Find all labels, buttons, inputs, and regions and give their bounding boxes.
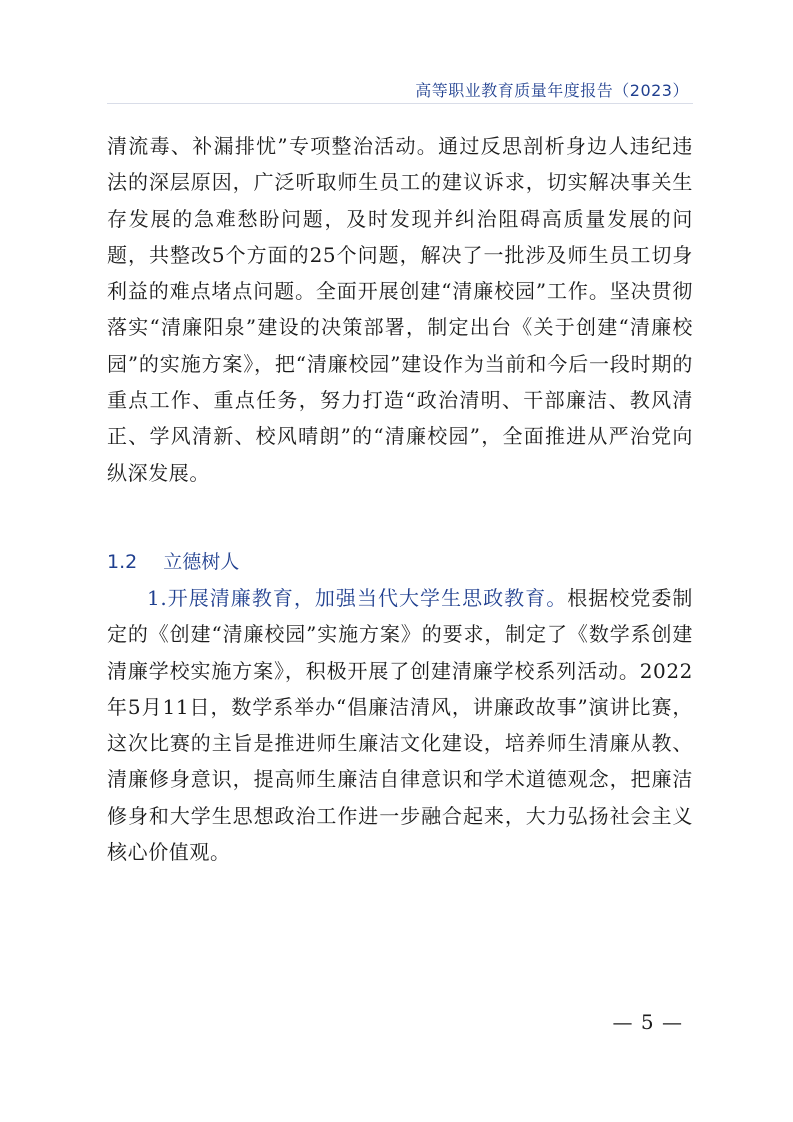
section-number: 1.2 — [107, 550, 138, 573]
header-divider — [107, 103, 693, 104]
body-paragraph-1: 清流毒、补漏排忧”专项整治活动。通过反思剖析身边人违纪违法的深层原因，广泛听取师生员工的建议诉求，切实解决事关生存发展的急难愁盼问题，及时发现并纠治阻碍高质量发展的问题，共整改5个方面的25个问题，解决了一批涉及师生员工切身利益的难点堵点问题。全面开展创建“清廉校园”工作。坚决贯彻落实“清廉阳泉”建设的决策部署，制定出台《关于创建“清廉校园”的实施方案》，把“清廉校园”建设作为当前和今后一段时期的重点工作、重点任务，努力打造“政治清明、干部廉洁、教风清正、学风清新、校风晴朗”的“清廉校园”，全面推进从严治党向纵深发展。 — [107, 134, 693, 485]
section-heading — [107, 544, 693, 580]
section-title: 立德树人 — [163, 550, 240, 573]
paragraph-lead-heading: 1.开展清廉教育，加强当代大学生思政教育。 — [147, 585, 568, 610]
page-number: — 5 — — [612, 1010, 683, 1034]
paragraph-2-text: 根据校党委制定的《创建“清廉校园”实施方案》的要求，制定了《数学系创建清廉学校实施方案》，积极开展了创建清廉学校系列活动。2022年5月11日，数学系举办“倡廉洁清风，讲廉政故事”演讲比赛，这次比赛的主旨是推进师生廉洁文化建设，培养师生清廉从教、清廉修身意识，提高师生廉洁自律意识和学术道德观念，把廉洁修身和大学生思想政治工作进一步融合起来，大力弘扬社会主义核心价值观。 — [107, 585, 693, 865]
report-header-title: 高等职业教育质量年度报告（2023） — [415, 81, 689, 100]
page-content — [107, 128, 693, 870]
body-paragraph-2 — [107, 580, 693, 870]
